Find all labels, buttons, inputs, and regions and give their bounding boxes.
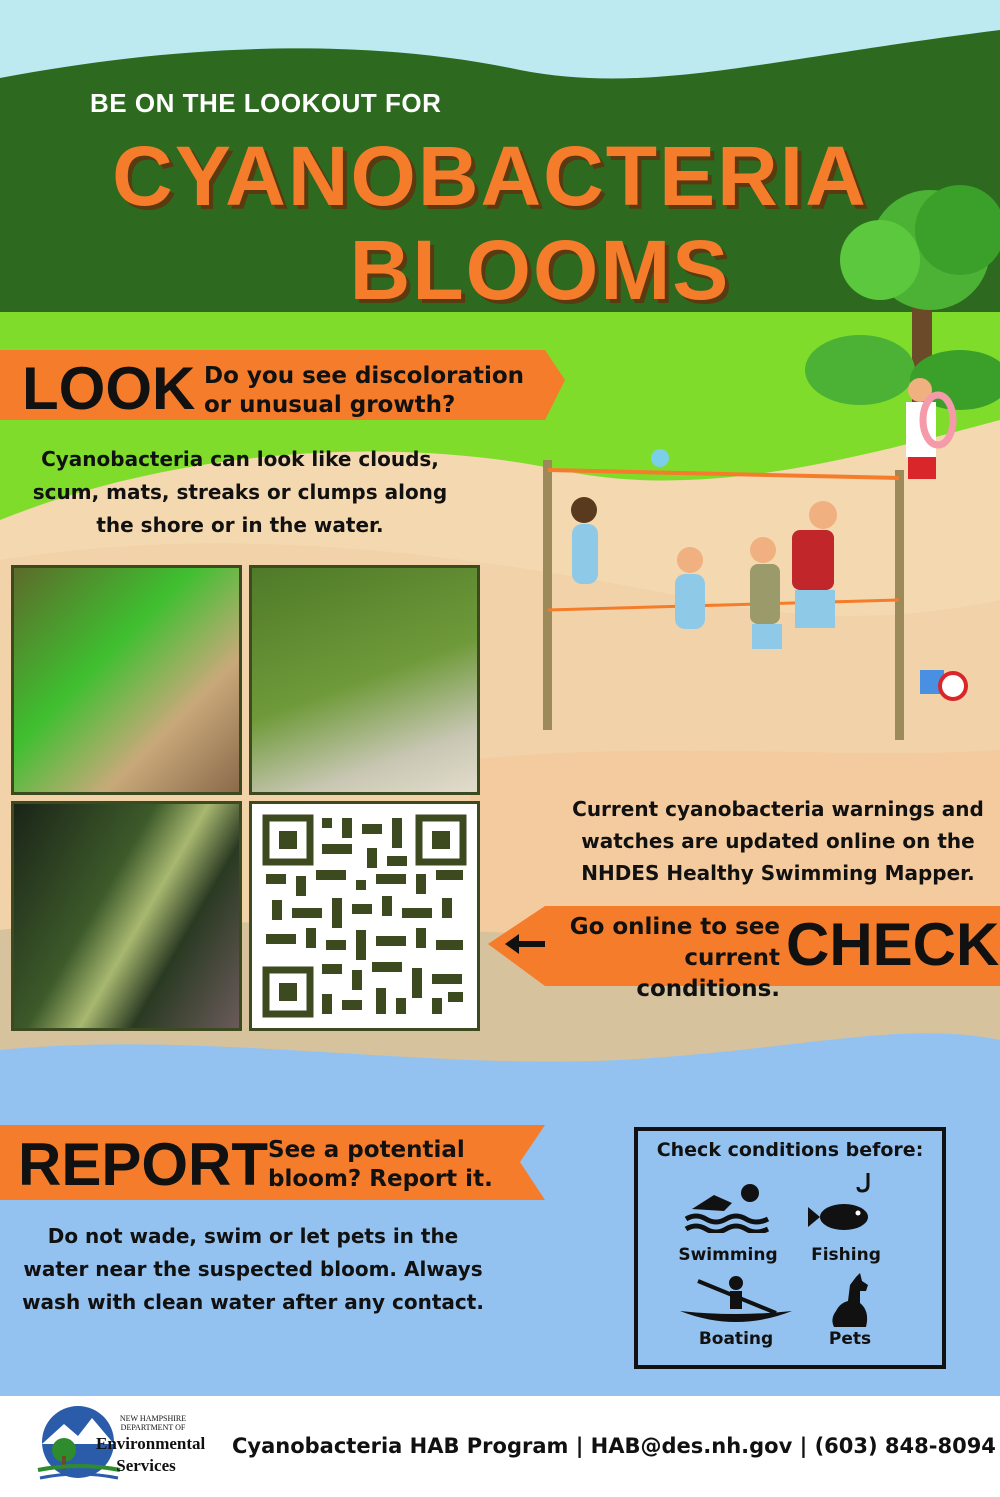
report-prompt <box>268 1136 493 1194</box>
qr-code-icon[interactable] <box>249 801 480 1031</box>
qr-code-graphic <box>252 804 477 1028</box>
report-body <box>18 1220 488 1319</box>
fish-icon <box>808 1171 884 1237</box>
logo-line-3: Environmental <box>96 1434 206 1453</box>
look-question-line-1: Do you see discoloration <box>204 363 525 389</box>
check-info-line-3: NHDES Healthy Swimming Mapper. <box>581 861 975 885</box>
report-heading: REPORT <box>18 1131 269 1198</box>
logo-line-1: NEW HAMPSHIRE <box>119 1414 187 1423</box>
activity-label-swimming: Swimming <box>678 1245 778 1265</box>
report-prompt-line-1: See a potential <box>268 1137 465 1163</box>
footer-contact: Cyanobacteria HAB Program | HAB@des.nh.gov | (603) 848-8094 <box>232 1434 996 1458</box>
look-body-line-1: Cyanobacteria can look like clouds, <box>41 447 439 471</box>
check-prompt-line-1: Go online to see <box>569 914 780 940</box>
check-prompt <box>546 912 780 1005</box>
activity-label-pets: Pets <box>828 1329 872 1349</box>
logo-line-2: DEPARTMENT OF <box>120 1423 186 1432</box>
report-body-line-2: water near the suspected bloom. Always <box>23 1257 483 1281</box>
report-prompt-line-2: bloom? Report it. <box>268 1166 493 1192</box>
check-heading: CHECK <box>786 911 1000 978</box>
photo-green-scum-shore <box>11 565 242 795</box>
activity-label-boating: Boating <box>698 1329 774 1349</box>
look-question <box>204 362 524 420</box>
dog-icon <box>826 1273 874 1329</box>
report-body-line-1: Do not wade, swim or let pets in the <box>47 1224 459 1248</box>
logo-line-4: Services <box>116 1456 176 1475</box>
look-heading: LOOK <box>22 355 196 422</box>
photo-streaks-in-water <box>11 801 242 1031</box>
look-question-line-2: or unusual growth? <box>204 392 456 418</box>
check-info-line-1: Current cyanobacteria warnings and <box>572 797 984 821</box>
logo-text-small <box>114 1414 192 1432</box>
check-conditions-box <box>634 1127 946 1369</box>
check-info <box>560 793 996 889</box>
title-line-1: CYANOBACTERIA <box>112 129 868 223</box>
title-line-2: BLOOMS <box>349 223 731 317</box>
activity-label-fishing: Fishing <box>811 1245 881 1265</box>
conditions-title: Check conditions before: <box>656 1139 924 1161</box>
check-prompt-line-2: current conditions. <box>636 945 780 1002</box>
look-body-line-2: scum, mats, streaks or clumps along <box>32 480 448 504</box>
kicker-text: BE ON THE LOOKOUT FOR <box>90 88 442 118</box>
kayak-icon <box>678 1273 794 1329</box>
swimmer-icon <box>684 1183 770 1233</box>
photo-green-water-pond <box>249 565 480 795</box>
report-body-line-3: wash with clean water after any contact. <box>22 1290 484 1314</box>
look-body <box>20 443 460 542</box>
check-info-line-2: watches are updated online on the <box>581 829 975 853</box>
arrow-left-icon <box>503 930 547 958</box>
look-body-line-3: the shore or in the water. <box>96 513 384 537</box>
